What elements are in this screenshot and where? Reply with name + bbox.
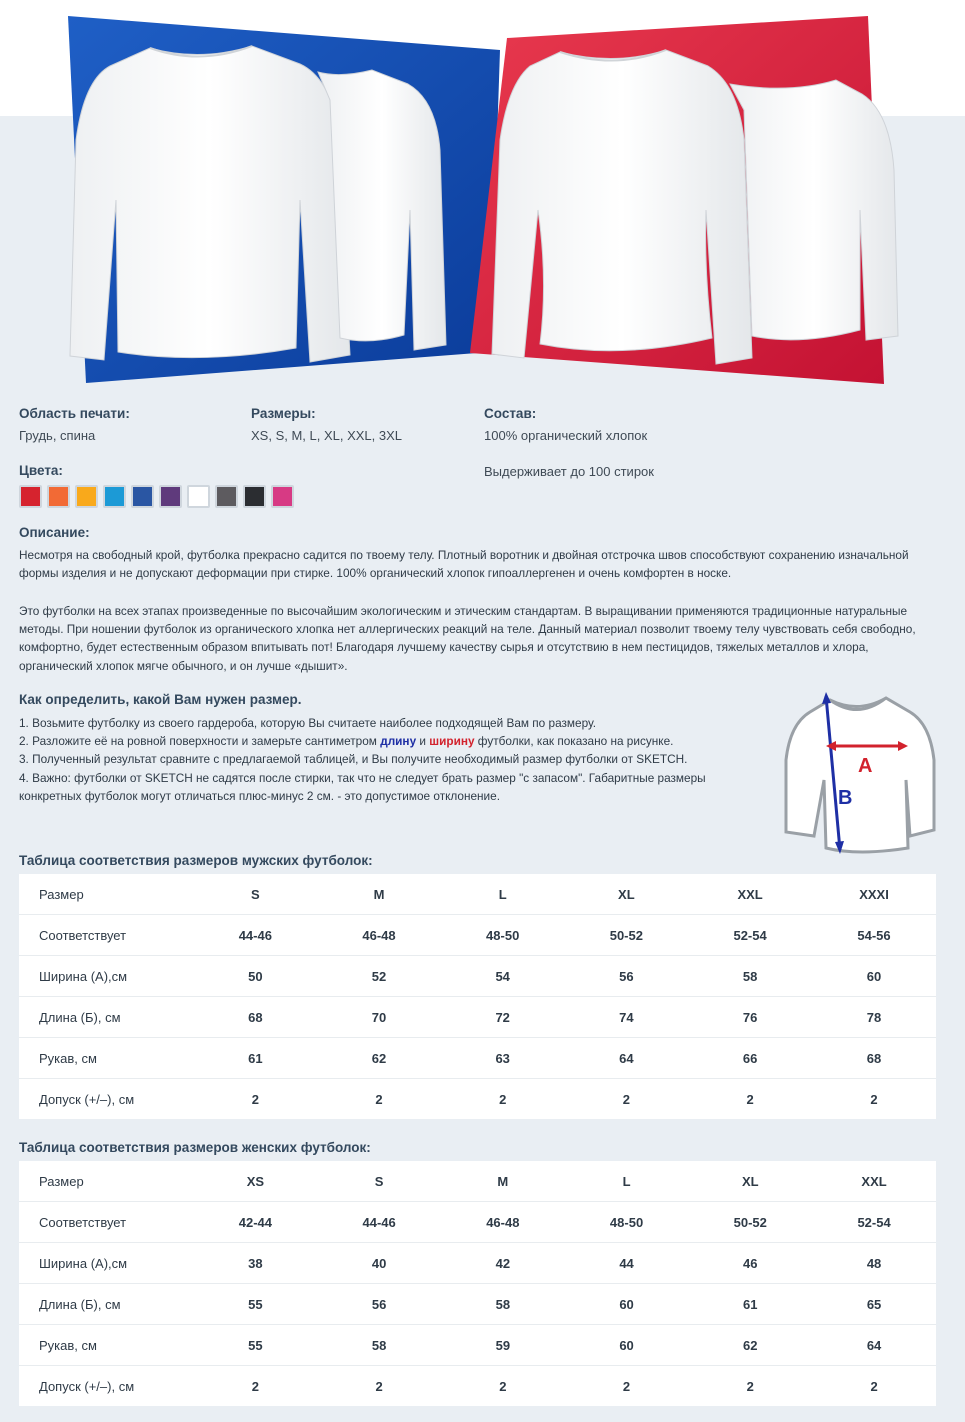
row-label: Соответствует: [19, 1202, 194, 1243]
table-cell: 65: [812, 1284, 936, 1325]
table-cell: 52-54: [812, 1202, 936, 1243]
color-swatch-blue[interactable]: [131, 485, 154, 508]
color-swatch-yellow[interactable]: [75, 485, 98, 508]
table-cell: 48: [812, 1243, 936, 1284]
washes-text: Выдерживает до 100 стирок: [484, 464, 654, 479]
howto-steps: [19, 714, 759, 805]
product-hero-image: [0, 0, 965, 395]
table-cell: 59: [441, 1325, 565, 1366]
table-cell: 38: [194, 1243, 318, 1284]
table-cell: 61: [688, 1284, 812, 1325]
table-cell: 40: [317, 1243, 441, 1284]
shirts-illustration: [0, 0, 965, 395]
table-cell: 48-50: [565, 1202, 689, 1243]
print-area-value: Грудь, спина: [19, 428, 96, 443]
table-cell: 55: [194, 1325, 318, 1366]
table-cell: 70: [317, 997, 441, 1038]
table-cell: S: [194, 874, 318, 915]
table-cell: 2: [870, 1378, 878, 1394]
row-label: Рукав, см: [19, 1325, 194, 1366]
table-row: [19, 1325, 936, 1366]
table-cell: 2: [746, 1091, 754, 1107]
sizes-value: XS, S, M, L, XL, XXL, 3XL: [251, 428, 403, 443]
howto-step-3: 3. Полученный результат сравните с предлагаемой таблицей, и Вы получите необходимый размер футболки от SKETCH.: [19, 752, 688, 767]
table-cell: 2: [499, 1091, 507, 1107]
color-swatch-purple[interactable]: [159, 485, 182, 508]
table-cell: 44-46: [194, 915, 318, 956]
table-row: [19, 1161, 936, 1202]
table-cell: 52-54: [688, 915, 812, 956]
table-cell: 78: [812, 997, 936, 1038]
table-cell: 2: [746, 1378, 754, 1394]
description-title: Описание:: [19, 525, 90, 540]
table-cell: 58: [441, 1284, 565, 1325]
diagram-label-b: B: [838, 787, 853, 809]
table-cell: 66: [688, 1038, 812, 1079]
table-cell: 2: [622, 1091, 630, 1107]
table-cell: XS: [194, 1161, 318, 1202]
color-swatch-orange[interactable]: [47, 485, 70, 508]
description-paragraph-2: Это футболки на всех этапах произведенные по высочайшим экологическим и этическим стандартам. В выращивании применяются традиционные натуральные методы. При ношении футболок из органического хлопка нет аллергических реакций на теле. Данный материал позволит твоему телу чувствовать себя свободно, комфортно, будет естественным образом впитывать пот! Благодаря лучшему качеству сырья и отсутствию в нем пестицидов, тяжелых металлов и хлора, органический хлопок мягче обычного, и он лучше «дышит».: [19, 604, 916, 673]
table-row: [19, 997, 936, 1038]
table-cell: 42: [441, 1243, 565, 1284]
table-cell: 2: [499, 1378, 507, 1394]
table-cell: 50: [194, 956, 318, 997]
table-row: [19, 1202, 936, 1243]
colors-label: Цвета:: [19, 463, 63, 478]
table-cell: XXXI: [812, 874, 936, 915]
row-label: Рукав, см: [19, 1038, 194, 1079]
table-cell: S: [317, 1161, 441, 1202]
table-cell: 64: [812, 1325, 936, 1366]
length-highlight: длину: [380, 734, 417, 749]
table-row: [19, 1079, 936, 1120]
table-cell: XL: [565, 874, 689, 915]
table-cell: L: [441, 874, 565, 915]
table-cell: M: [441, 1161, 565, 1202]
howto-title: Как определить, какой Вам нужен размер.: [19, 692, 302, 707]
table-cell: 42-44: [194, 1202, 318, 1243]
table-cell: 2: [251, 1378, 259, 1394]
composition-label: Состав:: [484, 406, 537, 421]
table-cell: 48-50: [441, 915, 565, 956]
row-label: Допуск (+/–), см: [39, 1091, 135, 1107]
table-cell: 60: [812, 956, 936, 997]
row-label: Длина (Б), см: [19, 1284, 194, 1325]
table-cell: 61: [194, 1038, 318, 1079]
table-cell: 46-48: [317, 915, 441, 956]
color-swatch-gray[interactable]: [215, 485, 238, 508]
women-shirt-back: [730, 80, 898, 340]
men-size-table: [19, 874, 936, 1119]
table-row: [19, 1284, 936, 1325]
table-cell: M: [317, 874, 441, 915]
table-cell: 55: [194, 1284, 318, 1325]
table-cell: 56: [565, 956, 689, 997]
row-label: Соответствует: [19, 915, 194, 956]
sizes-label: Размеры:: [251, 406, 316, 421]
women-table-title: Таблица соответствия размеров женских футболок:: [19, 1140, 371, 1155]
table-cell: 64: [565, 1038, 689, 1079]
howto-step-2-and: и: [416, 734, 430, 749]
howto-step-4: 4. Важно: футболки от SKETCH не садятся после стирки, так что не следует брать размер "с запасом". Габаритные размеры конкретных футболок могут отличаться плюс-минус 2 см. - это допустимое отклонение.: [19, 770, 706, 803]
table-cell: 44-46: [317, 1202, 441, 1243]
table-cell: 2: [870, 1091, 878, 1107]
color-swatch-pink[interactable]: [271, 485, 294, 508]
table-cell: XL: [688, 1161, 812, 1202]
howto-step-1: 1. Возьмите футболку из своего гардероба, которую Вы считаете наиболее подходящей Вам по размеру.: [19, 716, 597, 730]
table-cell: 72: [441, 997, 565, 1038]
table-cell: 60: [565, 1284, 689, 1325]
table-row: [19, 1038, 936, 1079]
howto-step-2-end: футболки, как показано на рисунке.: [474, 734, 674, 749]
description-paragraph-1: Несмотря на свободный крой, футболка прекрасно садится по твоему телу. Плотный воротник и двойная отстрочка швов способствуют сохранению изначальной формы изделия и не допускают деформации при стирке. 100% органический хлопок гипоаллергенен и очень комфортен в носке.: [19, 548, 909, 581]
table-cell: XXL: [688, 874, 812, 915]
table-cell: 76: [688, 997, 812, 1038]
table-cell: 52: [317, 956, 441, 997]
table-cell: 54: [441, 956, 565, 997]
row-label: Ширина (А),см: [19, 1243, 194, 1284]
table-row: [19, 1243, 936, 1284]
table-cell: 46: [688, 1243, 812, 1284]
women-size-table: [19, 1161, 936, 1406]
color-swatch-white[interactable]: [187, 485, 210, 508]
row-label: Длина (Б), см: [19, 997, 194, 1038]
table-cell: 50-52: [565, 915, 689, 956]
diagram-label-a: A: [858, 755, 873, 777]
table-cell: 2: [375, 1091, 383, 1107]
table-cell: 56: [317, 1284, 441, 1325]
table-cell: 62: [317, 1038, 441, 1079]
table-row: [19, 874, 936, 915]
color-swatches: [19, 485, 294, 508]
row-label: Допуск (+/–), см: [39, 1378, 135, 1394]
color-swatch-black[interactable]: [243, 485, 266, 508]
row-label: Размер: [19, 1161, 194, 1202]
table-cell: 2: [251, 1091, 259, 1107]
table-cell: 63: [441, 1038, 565, 1079]
row-label: Размер: [19, 874, 194, 915]
measurement-diagram: [778, 690, 940, 856]
howto-step-2: [19, 732, 759, 750]
table-cell: 58: [317, 1325, 441, 1366]
table-cell: 2: [622, 1378, 631, 1394]
table-cell: 62: [688, 1325, 812, 1366]
composition-value: 100% органический хлопок: [484, 428, 648, 443]
table-cell: XXL: [812, 1161, 936, 1202]
table-row: [19, 956, 936, 997]
howto-step-2-start: 2. Разложите её на ровной поверхности и замерьте сантиметром: [19, 734, 381, 749]
table-row: [19, 915, 936, 956]
row-label: Ширина (А),см: [19, 956, 194, 997]
table-cell: 74: [565, 997, 689, 1038]
table-cell: 44: [565, 1243, 689, 1284]
print-area-label: Область печати:: [19, 406, 130, 421]
color-swatch-light-blue[interactable]: [103, 485, 126, 508]
width-highlight: ширину: [429, 734, 475, 749]
table-cell: L: [565, 1161, 689, 1202]
table-cell: 68: [194, 997, 318, 1038]
table-cell: 54-56: [812, 915, 936, 956]
table-row: [19, 1366, 936, 1407]
table-cell: 2: [375, 1378, 383, 1394]
table-cell: 46-48: [441, 1202, 565, 1243]
men-table-title: Таблица соответствия размеров мужских футболок:: [19, 853, 373, 868]
table-cell: 60: [565, 1325, 689, 1366]
color-swatch-red[interactable]: [19, 485, 42, 508]
table-cell: 68: [812, 1038, 936, 1079]
table-cell: 50-52: [688, 1202, 812, 1243]
table-cell: 58: [688, 956, 812, 997]
